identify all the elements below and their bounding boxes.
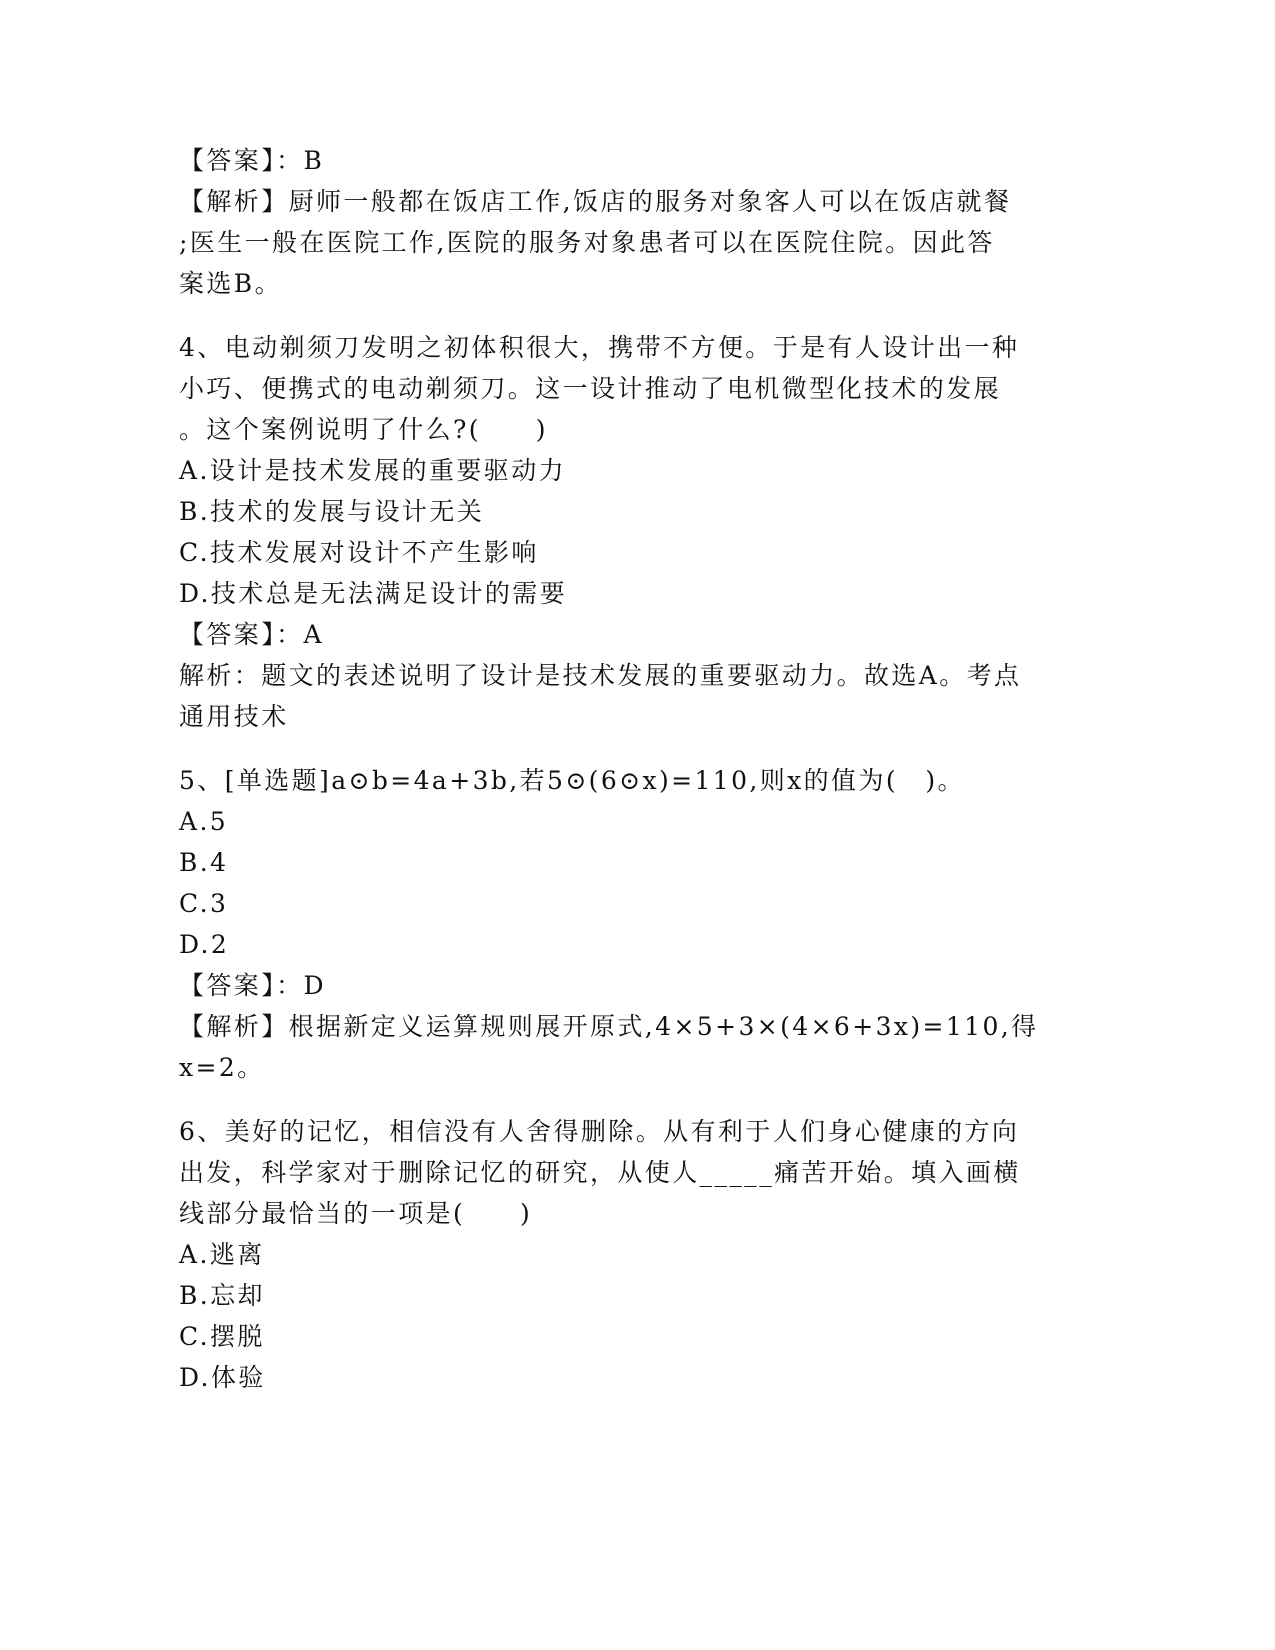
option-b: B.忘却	[179, 1281, 265, 1310]
option-d: D.体验	[179, 1363, 266, 1392]
explanation-line: 通用技术	[179, 702, 289, 731]
option-a: A.设计是技术发展的重要驱动力	[179, 456, 567, 485]
question-stem-line: 4、电动剃须刀发明之初体积很大，携带不方便。于是有人设计出一种	[179, 333, 1020, 362]
option-a: A.5	[179, 807, 229, 836]
option-b: B.技术的发展与设计无关	[179, 497, 485, 526]
question-stem-line: 6、美好的记忆，相信没有人舍得删除。从有利于人们身心健康的方向	[179, 1117, 1020, 1146]
question-stem-line: 5、[单选题]a⊙b=4a+3b,若5⊙(6⊙x)=110,则x的值为( )。	[179, 766, 965, 795]
answer-line: 【答案】：A	[179, 620, 324, 649]
question-stem-line: 小巧、便携式的电动剃须刀。这一设计推动了电机微型化技术的发展	[179, 374, 1002, 403]
question-6	[179, 1111, 1039, 1398]
question-stem-line: 。这个案例说明了什么?( )	[179, 415, 548, 444]
option-d: D.2	[179, 930, 230, 959]
option-d: D.技术总是无法满足设计的需要	[179, 579, 568, 608]
question-5	[179, 760, 1039, 1088]
explanation-line: 解析：题文的表述说明了设计是技术发展的重要驱动力。故选A。考点	[179, 661, 1022, 690]
option-a: A.逃离	[179, 1240, 265, 1269]
option-c: C.3	[179, 889, 229, 918]
option-c: C.摆脱	[179, 1322, 265, 1351]
explanation-line: 案选B。	[179, 269, 282, 298]
explanation-line: 【解析】厨师一般都在饭店工作,饭店的服务对象客人可以在饭店就餐	[179, 187, 1012, 216]
question-4	[179, 327, 1039, 737]
page-content	[179, 140, 1039, 1398]
question-3-tail	[179, 140, 1039, 304]
answer-line: 【答案】：B	[179, 146, 325, 175]
explanation-line: 【解析】根据新定义运算规则展开原式,4×5+3×(4×6+3x)=110,得	[179, 1012, 1039, 1041]
explanation-line: ;医生一般在医院工作,医院的服务对象患者可以在医院住院。因此答	[179, 228, 995, 257]
question-stem-line: 出发，科学家对于删除记忆的研究，从使人_____痛苦开始。填入画横	[179, 1158, 1021, 1187]
answer-line: 【答案】：D	[179, 971, 326, 1000]
explanation-line: x=2。	[179, 1053, 265, 1082]
option-c: C.技术发展对设计不产生影响	[179, 538, 539, 567]
question-stem-line: 线部分最恰当的一项是( )	[179, 1199, 533, 1228]
option-b: B.4	[179, 848, 229, 877]
